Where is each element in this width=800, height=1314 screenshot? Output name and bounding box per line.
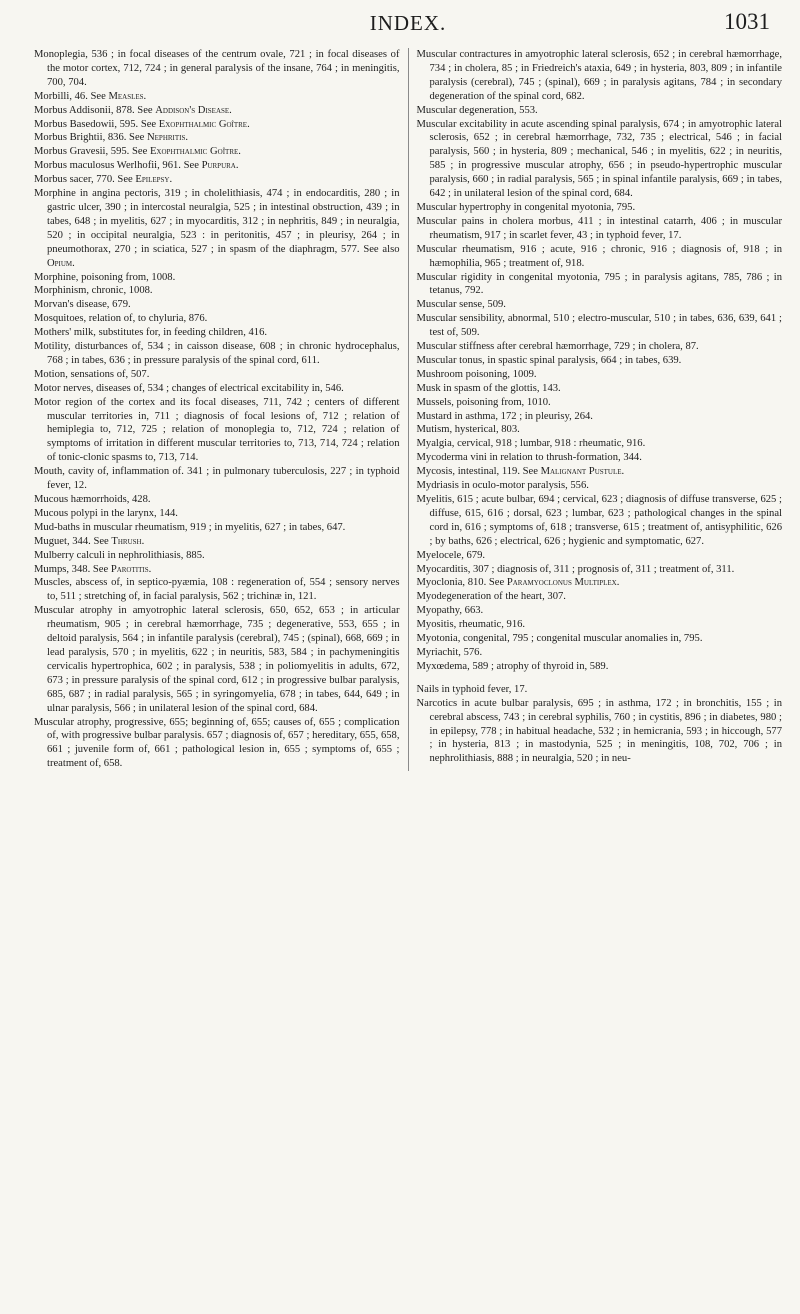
cross-reference: Parotitis. [110,563,152,575]
cross-reference: Epilepsy. [135,174,173,186]
entry-text: Muscular rigidity in congenital myotonia, 795 ; in paralysis agitans, 785, 786 ; in tetanus, 792. [416,271,782,297]
index-entry [417,243,783,271]
index-entry [34,340,400,368]
index-entry [34,271,400,285]
cross-reference: Exophthalmic Goître. [149,146,241,158]
index-entry [34,535,400,549]
entry-text: Narcotics in acute bulbar paralysis, 695 ; in asthma, 172 ; in bronchitis, 155 ; in cerebral abscess, 743 ; in cerebral syphilis, 760 ; in cystitis, 896 ; in diabetes, 980 ; in epilepsy, 778 ; in habitual headache, 532 ; in hemicrania, 593 ; in hiccough, 577 ; in hysteria, 813 ; in mastodynia, 525 ; in meningitis, 108, 702, 706 ; in nephrolithiasis, 888 ; in neuralgia, 520 ; in neu- [416,697,782,765]
index-entry [417,354,783,368]
index-entry [34,284,400,298]
entry-text: Mydriasis in oculo-motor paralysis, 556. [416,480,589,492]
entry-text: Mouth, cavity of, inflammation of. 341 ; in pulmonary tuberculosis, 227 ; in typhoid fever, 12. [34,466,400,492]
cross-reference: Measles. [108,90,147,102]
entry-text: Motion, sensations of, 507. [34,368,150,380]
index-entry [34,396,400,466]
entry-text: Mutism, hysterical, 803. [416,424,520,436]
entry-text: Muscular hypertrophy in congenital myotonia, 795. [416,201,636,213]
index-entry [34,493,400,507]
index-entry [417,697,783,767]
index-entry [34,368,400,382]
index-entry [417,646,783,660]
entry-text: Motility, disturbances of, 534 ; in caisson disease, 608 ; in chronic hydrocephalus, 768 ; in tabes, 636 ; in pressure paralysis of the spinal cord, 611. [34,341,400,366]
index-entry [417,368,783,382]
cross-reference: Paramyoclonus Multiplex. [506,577,620,589]
entry-text: Motor region of the cortex and its focal diseases, 711, 742 ; centers of different muscular territories in, 711 ; diagnosis of focal lesions of, 712 ; relation of hemiplegia to, 712, 725 ; relation of monoplegia to, 712, 724 ; relation of symptoms of irritation in different muscular territories to, 713, 714, 724 ; relation of tonic-clonic spasms to, 713, 714. [34,396,400,464]
index-entry [417,604,783,618]
entry-text: Mumps, 348. See [34,563,111,575]
entry-text: Mulberry calculi in nephrolithiasis, 885. [34,549,205,561]
index-entry [34,576,400,604]
cross-reference: Malignant Pustule. [540,466,625,478]
index-entry [417,437,783,451]
index-entry [417,312,783,340]
entry-text: Mosquitoes, relation of, to chyluria, 876. [34,313,208,325]
entry-text: Muscular tonus, in spastic spinal paralysis, 664 ; in tabes, 639. [416,354,682,366]
index-entry [34,507,400,521]
index-columns [34,48,782,771]
entry-text: Morbus Basedowii, 595. See [34,118,159,130]
entry-text: Nails in typhoid fever, 17. [416,683,528,695]
entry-text: Mycoderma vini in relation to thrush-formation, 344. [416,452,642,464]
entry-text: Myoclonia, 810. See [416,577,507,589]
index-entry [34,145,400,159]
entry-text: Muscular atrophy in amyotrophic lateral sclerosis, 650, 652, 653 ; in articular rheumatism, 905 ; in cerebral hæmorrhage, 735 ; degenerative, 553, 655 ; in deltoid paralysis, 564 ; in infantile paralysis (cerebral), 745 ; (spinal), 668, 669 ; in lead paralysis, 570 ; in myelitis, 622 ; in neuritis, 583, 584 ; in pachymeningitis cervicalis hypertrophica, 602 ; in paralysis, 538 ; in poliomyelitis in adults, 672, 673 ; in pressure paralysis of the spinal cord, 612 ; in progressive bulbar paralysis, 685, 687 ; in radial paralysis, 565 ; in syringomyelia, 678 ; in tabes, 644, 649 ; in ulnar paralysis, 566 ; in unilateral lesion of the spinal cord, 684. [34,605,400,714]
index-entry [34,298,400,312]
entry-text: Muguet, 344. See [34,535,112,547]
index-entry [34,131,400,145]
entry-text: Myotonia, congenital, 795 ; congenital muscular anomalies in, 795. [416,633,703,645]
entry-text: Morbus Brightii, 836. See [34,132,147,144]
index-entry [417,660,783,674]
index-entry [34,312,400,326]
index-entry [417,396,783,410]
entry-text: Morphine, poisoning from, 1008. [34,271,176,283]
entry-text: Motor nerves, diseases of, 534 ; changes of electrical excitability in, 546. [34,382,344,394]
page-title: INDEX. [369,11,447,35]
cross-reference: Nephritis. [147,132,189,144]
entry-text: Myopathy, 663. [416,605,484,617]
index-entry [417,298,783,312]
index-entry [34,521,400,535]
page-header [34,0,782,46]
index-entry [417,683,783,697]
entry-text: Mucous hæmorrhoids, 428. [34,494,151,505]
cross-reference: Purpura. [201,160,239,172]
index-entry [34,159,400,173]
entry-text: Muscular pains in cholera morbus, 411 ; in intestinal catarrh, 406 ; in muscular rheumatism, 917 ; in scarlet fever, 43 ; in typhoid fever, 17. [416,215,782,241]
entry-text: Myelocele, 679. [416,549,486,561]
entry-text: Morbus Gravesii, 595. See [34,146,150,158]
index-entry [417,618,783,632]
entry-text: Myalgia, cervical, 918 ; lumbar, 918 : rheumatic, 916. [416,438,646,450]
entry-text: Morbilli, 46. See [34,90,109,102]
entry-text: Muscular stiffness after cerebral hæmorrhage, 729 ; in cholera, 87. [416,341,699,353]
index-entry [417,215,783,243]
index-entry [34,48,400,90]
index-entry [34,173,400,187]
cross-reference: Exophthalmic Goître. [158,118,250,130]
index-entry [34,326,400,340]
index-entry [417,382,783,396]
index-entry [34,187,400,270]
index-entry [34,604,400,715]
index-entry [34,549,400,563]
entry-text: Muscular sense, 509. [416,299,506,311]
entry-text: Musk in spasm of the glottis, 143. [416,382,561,394]
index-entry [417,104,783,118]
cross-reference: Thrush. [111,535,145,547]
index-entry [34,104,400,118]
index-column-right [408,48,783,771]
index-column-left [34,48,400,771]
index-entry [417,423,783,437]
entry-text: Monoplegia, 536 ; in focal diseases of the centrum ovale, 721 ; in focal diseases of the motor cortex, 712, 724 ; in general paralysis of the insane, 764 ; in meningitis, 700, 704. [34,49,400,88]
index-entry [417,451,783,465]
index-entry [34,465,400,493]
index-entry [417,479,783,493]
index-entry [34,563,400,577]
index-entry [34,382,400,396]
index-entry [417,632,783,646]
entry-text: Mucous polypi in the larynx, 144. [34,507,178,519]
entry-text: Mushroom poisoning, 1009. [416,368,537,380]
entry-text: Muscular sensibility, abnormal, 510 ; electro-muscular, 510 ; in tabes, 636, 639, 641 ; test of, 509. [416,313,782,339]
entry-text: Morbus sacer, 770. See [34,174,136,186]
index-entry [417,465,783,479]
entry-text: Morphine in angina pectoris, 319 ; in cholelithiasis, 474 ; in endocarditis, 280 ; in gastric ulcer, 390 ; in intercostal neuralgia, 525 ; in intestinal obstruction, 439 ; in tabes, 648 ; in myelitis, 627 ; in myocarditis, 312 ; in nephritis, 849 ; in neuralgia, 520 ; in occipital neuralgia, 523 : in peritonitis, 457 ; in pleurisy, 264 ; in pneumothorax, 270 ; in sciatica, 527 ; in spasm of the diaphragm, 577. See also [34,188,400,255]
index-entry [417,201,783,215]
cross-reference: Addison's Disease. [155,104,232,116]
entry-text: Myxœdema, 589 ; atrophy of thyroid in, 589. [416,660,609,672]
entry-text: Morbus maculosus Werlhofii, 961. See [34,160,202,172]
index-entry [34,90,400,104]
index-entry [417,271,783,299]
entry-text: Mycosis, intestinal, 119. See [416,466,541,478]
index-entry [417,410,783,424]
index-entry [417,549,783,563]
entry-text: Muscles, abscess of, in septico-pyæmia, 108 : regeneration of, 554 ; sensory nerves to, 511 ; stretching of, in facial paralysis, 562 ; trichinæ in, 121. [34,577,400,603]
entry-text: Myodegeneration of the heart, 307. [416,591,566,603]
entry-text: Myocarditis, 307 ; diagnosis of, 311 ; prognosis of, 311 ; treatment of, 311. [416,563,735,575]
entry-text: Mothers' milk, substitutes for, in feeding children, 416. [34,327,268,339]
index-entry [417,118,783,201]
entry-text: Mud-baths in muscular rheumatism, 919 ; in myelitis, 627 ; in tabes, 647. [34,521,346,533]
cross-reference: Opium. [47,257,75,269]
index-entry [34,716,400,772]
index-entry [417,48,783,104]
entry-text: Muscular degeneration, 553. [416,104,538,116]
entry-text: Muscular contractures in amyotrophic lateral sclerosis, 652 ; in cerebral hæmorrhage, 734 ; in cholera, 85 ; in Friedreich's ataxia, 649 ; in hysteria, 803, 809 ; in infantile paralysis (cerebral), 745 ; (spinal), 669 ; in paralysis agitans, 784 ; in secondary degeneration of the spinal cord, 682. [416,49,782,102]
index-entry [417,493,783,549]
index-entry [417,590,783,604]
entry-text: Mustard in asthma, 172 ; in pleurisy, 264. [416,410,593,422]
entry-text: Muscular excitability in acute ascending spinal paralysis, 674 ; in amyotrophic lateral sclerosis, 652 ; in cerebral hæmorrhage, 732, 735 ; electrical, 546 ; in facial paralysis, 560 ; in hysteria, 809 ; mechanical, 546 ; in myelitis, 622 ; in neuritis, 585 ; in progressive muscular atrophy, 656 ; in pseudo-hypertrophic muscular paralysis, 660 ; in radial paralysis, 565 ; in spinal infantile paralysis, 669 ; in tabes, 642 ; in unilateral lesion of the spinal cord, 684. [416,118,782,200]
entry-text: Mussels, poisoning from, 1010. [416,396,551,408]
entry-text: Myriachit, 576. [416,646,483,658]
entry-text: Myelitis, 615 ; acute bulbar, 694 ; cervical, 623 ; diagnosis of diffuse transverse, 625 ; diffuse, 615, 616 ; dorsal, 623 ; lumbar, 623 ; pathological changes in the spinal cord in, 616 ; symptoms of, 618 ; transverse, 615 ; treatment of, antisyphilitic, 626 ; by baths, 626 ; electrical, 626 ; hygienic and symptomatic, 627. [416,494,782,547]
index-entry [34,118,400,132]
index-entry [417,563,783,577]
index-entry [417,576,783,590]
page-number: 1031 [724,9,770,34]
entry-text: Myositis, rheumatic, 916. [416,619,526,631]
entry-text: Morvan's disease, 679. [34,299,131,311]
index-entry [417,340,783,354]
entry-text: Morphinism, chronic, 1008. [34,285,153,297]
entry-text: Muscular rheumatism, 916 ; acute, 916 ; chronic, 916 ; diagnosis of, 918 ; in hæmophilia, 965 ; treatment of, 918. [416,243,782,269]
entry-text: Morbus Addisonii, 878. See [34,104,156,116]
entry-text: Muscular atrophy, progressive, 655; beginning of, 655; causes of, 655 ; complication of, with progressive bulbar paralysis. 657 ; diagnosis of, 657 ; hereditary, 655, 658, 661 ; juvenile form of, 661 ; pathological lesion in, 655 ; symptoms of, 655 ; treatment of, 658. [34,716,400,770]
